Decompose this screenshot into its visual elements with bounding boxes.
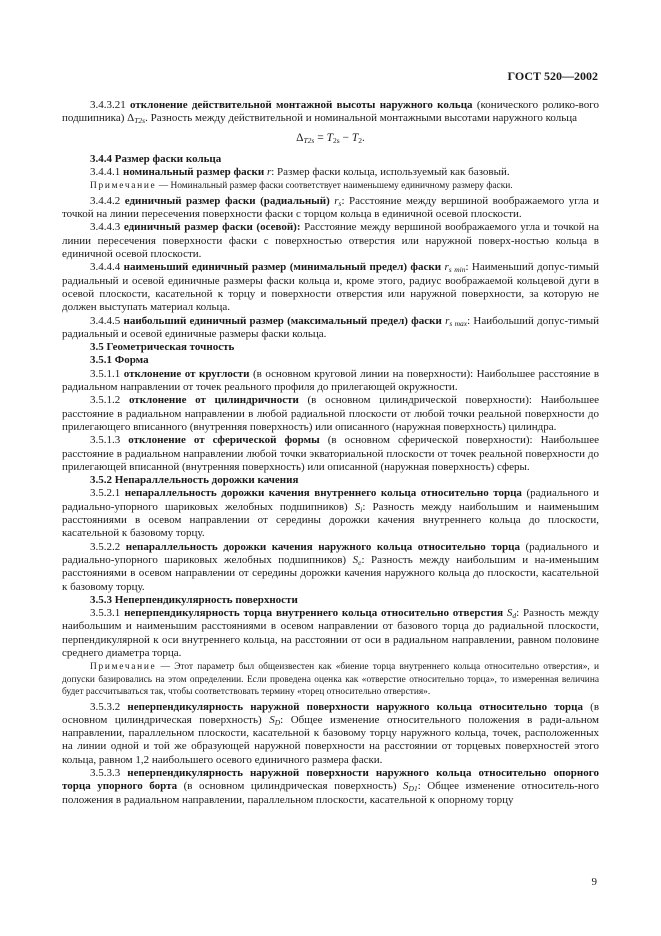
clause-text: : Расстояние между вершиной воображаемого угла и точкой на линии пересечения поверхности фаски с торцом кольца в единичной осевой плоскости. <box>62 194 599 221</box>
symbol: S <box>352 553 359 566</box>
clause-text: (в основном сферической поверхности): Наибольшее расстояние в радиальном направлении любой точки экваториальной плоскости от точек реальной поверхности до прилегающей вписанной (внутренняя поверхность) или описанной (наружная поверхность) сферы. <box>62 434 599 473</box>
clause-3-5-3-3 <box>62 767 599 807</box>
formula-term: T <box>326 131 333 144</box>
clause-text: (в основном цилиндрической поверхности): Наибольшее расстояние в радиальном направлении в любой радиальной плоскости от любой точки реальной поверхности до прилегающего вписанного (внутренняя поверхность) или описанного (наружная поверхность) цилиндра. <box>62 394 600 433</box>
clause-text: : Наименьший допус-тимый радиальный и осевой единичные размеры фаски кольца и, кроме этого, радиус воображаемой кольцевой дуги в осевой плоскости, касательной к торцу и поверхности отверстия или наружной поверхности, за которую не должен выступать материал кольца. <box>62 261 599 314</box>
clause-text: (в основном цилиндрическая поверхность) <box>62 700 600 726</box>
term: неперпендикулярность торца внутреннего кольца относительно отверстия <box>124 607 504 620</box>
clause-text: : Разность между наибольшим и на-именьшим расстояниями в осевом направлении от середины дорожки качения наружного кольца до плоскости, касательной к базовому торцу. <box>62 553 599 593</box>
symbol-subscript: D <box>274 717 281 727</box>
formula-minus: − <box>339 131 352 144</box>
term: отклонение действительной монтажной высоты наружного кольца <box>130 99 473 111</box>
clause-text: : Общее изменение относительного положения в ради-альном направлении, параллельном плоскости, касательной к базовому торцу наружного кольца, точек, расположенных на линии одной и той же образующей наружной поверхности на расстоянии от торцевых поверхностей этого кольца, равном 1,2 наибольшего осевого единичного размера фаски. <box>62 713 600 766</box>
clause-3-5-3-2 <box>62 701 599 767</box>
clause-text: (радиального и радиально-упорного шариковых желобных подшипников) <box>62 540 600 566</box>
symbol-subscript: s <box>338 198 342 208</box>
term: номинальный размер фаски <box>123 166 265 179</box>
clause-text: (радиального и радиально-упорного шариковых желобных подшипников) <box>62 487 600 513</box>
term: неперпендикулярность наружной поверхности наружного кольца относительно торца <box>127 700 583 713</box>
clause-3-5-1-2 <box>62 394 599 434</box>
formula <box>62 132 599 145</box>
clause-text: : Разность между наибольшим и наименьшим расстояниями в осевом направлении от базового торца до радиальной плоскости, перпендикулярной к оси внутреннего кольца, на расстоянии от оси в радиальном направлении, равном половине среднего диаметра торца. <box>62 607 600 659</box>
clause-3-5-2-1 <box>62 487 599 540</box>
term: наименьший единичный размер (минимальный предел) фаски <box>123 261 442 274</box>
clause-text: Расстояние между вершиной воображаемого угла и точкой на линии пересечения поверхности фаски с поверхностью отверстия или наружной поверх-ностью кольца в единичной осевой плоскости. <box>62 221 600 261</box>
clause-3-5-1-1 <box>62 368 599 395</box>
clause-text: : Разность между наибольшим и наименьшим расстояниями в осевом направлении от середины дорожки качения внутреннего кольца до плоскости, касательной к базовому торцу. <box>62 500 599 540</box>
formula-lhs: Δ <box>296 131 304 144</box>
note-label: Примечание <box>90 181 157 192</box>
formula-lhs-sub: T2s <box>303 135 315 145</box>
clause-text: : Общее изменение относитель-ного положения в радиальном направлении, параллельном плоскости, касательной к опорному торцу <box>62 780 599 806</box>
clause-number: 3.4.4.3 <box>90 221 121 234</box>
clause-text: . Разность между действительной и номинальной монтажными высотами наружного кольца <box>145 112 578 125</box>
term: отклонение от цилиндричности <box>128 394 299 407</box>
symbol-subscript: s min <box>448 265 466 275</box>
clause-number: 3.4.4.5 <box>90 314 121 327</box>
formula-eq: = <box>314 131 327 144</box>
document-code: ГОСТ 520—2002 <box>507 69 598 83</box>
symbol-subscript: T2s <box>134 116 146 126</box>
note-text: — Этот параметр был общеизвестен как «биение торца внутреннего кольца относительно отверстия», и допуски базировались на этом определении. Если проведена оценка как «отверстие относительно торца», то измеренная величина будет рассчитываться так, чтобы соответствовать термину «торец относительно отверстия». <box>62 662 599 698</box>
clause-number: 3.4.3.21 <box>90 99 126 111</box>
symbol-subscript: s max <box>449 318 468 328</box>
term: непараллельность дорожки качения внутреннего кольца относительно торца <box>124 487 522 500</box>
clause-text: (в основном круговой линии на поверхности): Наибольшее расстояние в радиальном направлении от точек реального профиля до прилегающей окружности. <box>62 367 600 394</box>
term: единичный размер фаски (осевой): <box>123 221 301 234</box>
term: неперпендикулярность наружной поверхности наружного кольца относительно опорного торца упорного борта <box>62 766 599 793</box>
section-heading: 3.5 Геометрическая точность <box>90 341 235 354</box>
symbol: S <box>354 500 361 513</box>
clause-3-4-4-3 <box>62 221 599 261</box>
term: отклонение от сферической формы <box>128 434 320 447</box>
clause-number: 3.5.2.2 <box>90 540 121 553</box>
clause-number: 3.5.3.2 <box>90 700 121 713</box>
clause-number: 3.5.1.3 <box>90 434 121 447</box>
clause-text: : Наибольший допус-тимый радиальный и осевой единичные размеры фаски кольца. <box>62 314 600 340</box>
symbol: r <box>444 261 449 274</box>
clause-number: 3.4.4.4 <box>90 261 121 274</box>
note-label: Примечание <box>90 662 157 673</box>
symbol: S <box>506 607 513 620</box>
clause-3-5-1-3 <box>62 434 599 474</box>
clause-text: (конического ролико-вого подшипника) <box>62 99 599 125</box>
note-text: — Номинальный размер фаски соответствует наименьшему единичному размеру фаски. <box>156 181 513 192</box>
formula-term-sub: 2 <box>358 135 363 145</box>
page-number: 9 <box>591 876 597 888</box>
symbol-subscript: i <box>360 504 363 514</box>
clause-text: : Размер фаски кольца, используемый как базовый. <box>271 166 510 179</box>
symbol: r <box>266 166 272 179</box>
term: наибольший единичный размер (максимальный предел) фаски <box>123 314 442 327</box>
clause-number: 3.5.3.1 <box>90 607 121 620</box>
formula-term-sub: 2s <box>332 135 340 145</box>
symbol: r <box>334 194 339 207</box>
note <box>62 180 599 192</box>
symbol-subscript: D1 <box>408 784 418 794</box>
clause-3-4-4-2 <box>62 195 599 222</box>
section-heading: 3.4.4 Размер фаски кольца <box>90 152 222 165</box>
clause-number: 3.4.4.2 <box>90 194 121 207</box>
clause-3-4-4-5 <box>62 315 599 342</box>
section-heading: 3.5.2 Непараллельность дорожки качения <box>90 474 299 487</box>
clause-number: 3.5.2.1 <box>90 487 121 500</box>
symbol-subscript: d <box>512 611 517 621</box>
section-heading: 3.5.1 Форма <box>90 354 149 367</box>
clause-3-5-2-2 <box>62 541 599 594</box>
clause-number: 3.5.1.1 <box>90 367 121 380</box>
symbol: S <box>269 713 275 726</box>
clause-3-4-4-1 <box>62 166 599 179</box>
term: единичный размер фаски (радиальный) <box>124 194 330 207</box>
section-heading: 3.5.3 Неперпендикулярность поверхности <box>90 593 298 606</box>
clause-text: (в основном цилиндрическая поверхность) <box>177 780 404 793</box>
symbol-subscript: e <box>358 557 362 567</box>
formula-term: T <box>351 131 359 144</box>
clause-number: 3.5.1.2 <box>90 394 121 407</box>
term: отклонение от круглости <box>123 367 250 380</box>
symbol: Δ <box>127 112 135 125</box>
page-content <box>62 99 599 807</box>
clause-number: 3.4.4.1 <box>90 166 121 179</box>
note <box>62 661 599 698</box>
clause-3-5-3-1 <box>62 607 599 660</box>
term: непараллельность дорожки качения наружного кольца относительно торца <box>125 540 520 553</box>
symbol: r <box>445 314 450 327</box>
formula-end: . <box>362 131 365 144</box>
clause-number: 3.5.3.3 <box>90 766 121 779</box>
clause-3-4-4-4 <box>62 261 599 314</box>
symbol: S <box>403 780 409 793</box>
clause-3-4-3-21 <box>62 99 599 126</box>
